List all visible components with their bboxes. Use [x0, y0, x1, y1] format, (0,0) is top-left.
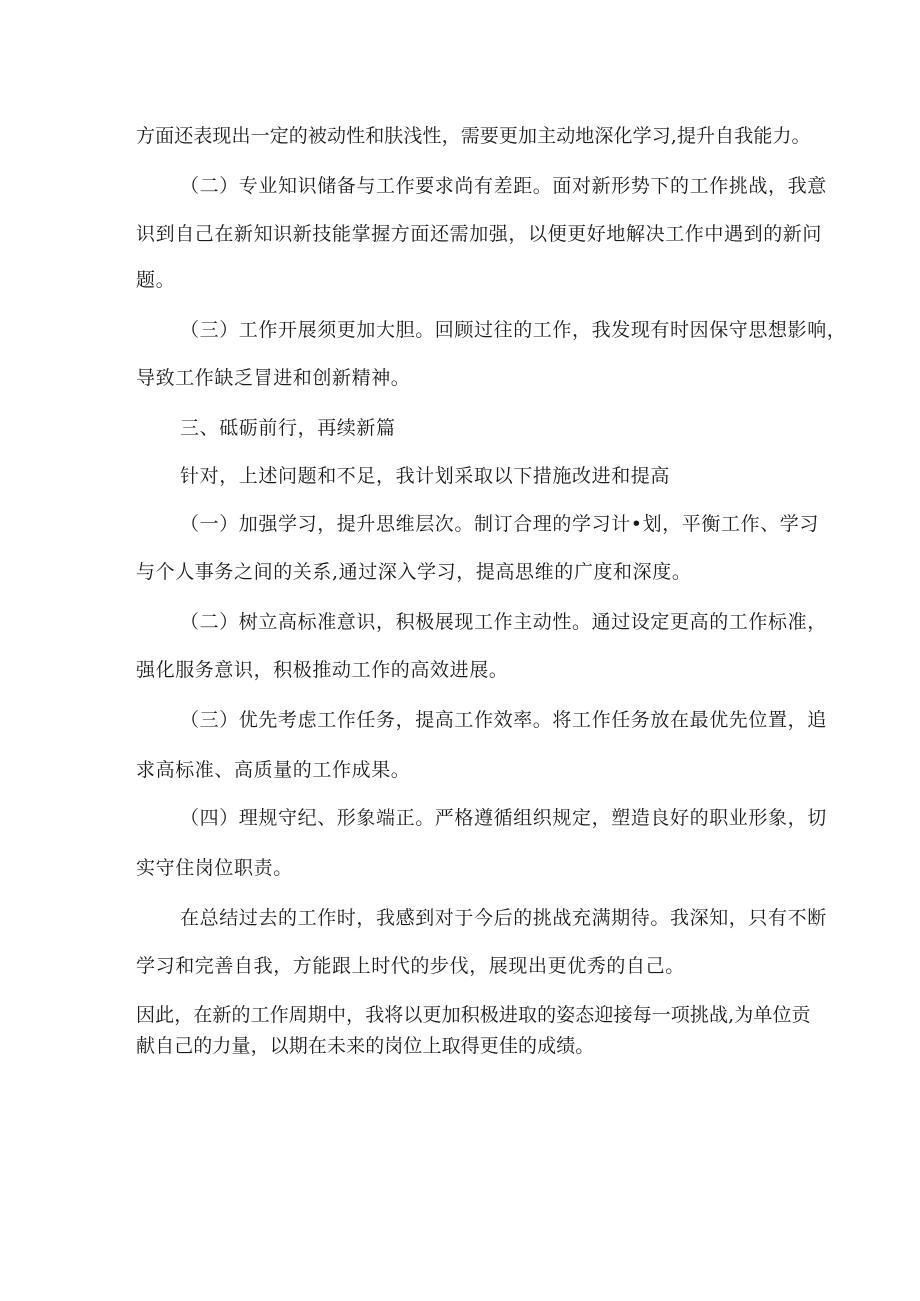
text-line: 实守住岗位职责。: [136, 857, 293, 879]
text-line: （二）树立高标准意识，积极展现工作主动性。通过设定更高的工作标准，: [180, 611, 827, 633]
text-line: 与个人事务之间的关系,通过深入学习，提高思维的广度和深度。: [136, 561, 692, 583]
text-line: 献自己的力量，以期在未来的岗位上取得更佳的成绩。: [136, 1035, 595, 1057]
text-line: 方面还表现出一定的被动性和肤浅性，需要更加主动地深化学习,提升自我能力。: [136, 125, 811, 147]
text-line: 在总结过去的工作时，我感到对于今后的挑战充满期待。我深知，只有不断: [180, 907, 827, 929]
text-line: 题。: [136, 269, 176, 291]
text-line: （二）专业知识储备与工作要求尚有差距。面对新形势下的工作挑战，我意: [180, 175, 827, 197]
text-line: 针对，上述问题和不足，我计划采取以下措施改进和提高: [180, 465, 671, 487]
section-heading: 三、砥砺前行，再续新篇: [180, 417, 396, 439]
text-line: 导致工作缺乏冒进和创新精神。: [136, 367, 411, 389]
text-line: 求高标准、高质量的工作成果。: [136, 759, 411, 781]
text-line: （四）理规守纪、形象端正。严格遵循组织规定，塑造良好的职业形象，切: [180, 807, 827, 829]
text-line: （三）优先考虑工作任务，提高工作效率。将工作任务放在最优先位置，追: [180, 709, 827, 731]
text-line: 学习和完善自我，方能跟上时代的步伐，展现出更优秀的自己。: [136, 955, 685, 977]
text-line: 强化服务意识，积极推动工作的高效进展。: [136, 659, 509, 681]
text-line: （三）工作开展须更加大胆。回顾过往的工作，我发现有时因保守思想影响，: [180, 319, 847, 341]
text-line: （一）加强学习，提升思维层次。制订合理的学习计•划，平衡工作、学习: [180, 513, 820, 535]
text-line: 因此，在新的工作周期中，我将以更加积极进取的姿态迎接每一项挑战,为单位贡: [136, 1004, 811, 1026]
text-line: 识到自己在新知识新技能掌握方面还需加强，以便更好地解决工作中遇到的新问: [136, 223, 823, 245]
